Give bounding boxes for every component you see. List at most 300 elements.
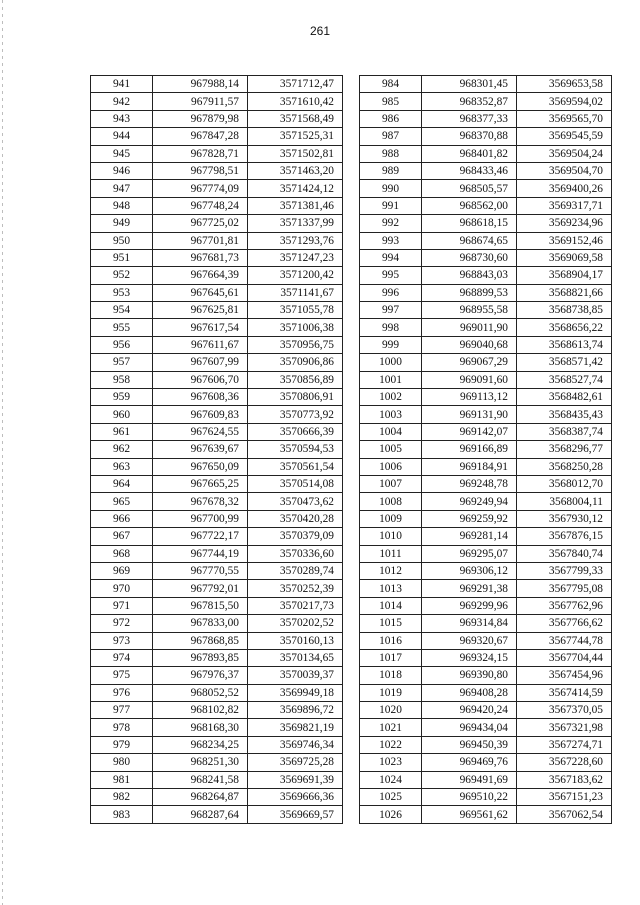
- y-coordinate-cell: 3569400,26: [517, 180, 612, 197]
- table-row: [91, 771, 343, 788]
- x-coordinate-cell: 968241,58: [153, 771, 248, 788]
- x-coordinate-cell: 967911,57: [153, 93, 248, 110]
- point-number-cell: 1010: [360, 528, 422, 545]
- point-number-cell: 994: [360, 249, 422, 266]
- x-coordinate-cell: 968370,88: [422, 128, 517, 145]
- y-coordinate-cell: 3570420,28: [248, 510, 343, 527]
- point-number-cell: 971: [91, 597, 153, 614]
- table-row: [360, 615, 612, 632]
- point-number-cell: 956: [91, 336, 153, 353]
- point-number-cell: 1024: [360, 771, 422, 788]
- table-row: [91, 580, 343, 597]
- y-coordinate-cell: 3570666,39: [248, 423, 343, 440]
- coordinates-table-left: [90, 75, 343, 824]
- x-coordinate-cell: 967625,81: [153, 302, 248, 319]
- table-row: [91, 110, 343, 127]
- point-number-cell: 1003: [360, 406, 422, 423]
- x-coordinate-cell: 968505,57: [422, 180, 517, 197]
- y-coordinate-cell: 3570289,74: [248, 562, 343, 579]
- x-coordinate-cell: 969561,62: [422, 806, 517, 823]
- point-number-cell: 998: [360, 319, 422, 336]
- x-coordinate-cell: 969131,90: [422, 406, 517, 423]
- point-number-cell: 983: [91, 806, 153, 823]
- point-number-cell: 996: [360, 284, 422, 301]
- point-number-cell: 953: [91, 284, 153, 301]
- x-coordinate-cell: 969491,69: [422, 771, 517, 788]
- x-coordinate-cell: 967665,25: [153, 475, 248, 492]
- y-coordinate-cell: 3569565,70: [517, 110, 612, 127]
- x-coordinate-cell: 969434,04: [422, 719, 517, 736]
- point-number-cell: 1016: [360, 632, 422, 649]
- table-row: [91, 215, 343, 232]
- y-coordinate-cell: 3571424,12: [248, 180, 343, 197]
- point-number-cell: 1004: [360, 423, 422, 440]
- x-coordinate-cell: 969390,80: [422, 667, 517, 684]
- point-number-cell: 992: [360, 215, 422, 232]
- x-coordinate-cell: 967678,32: [153, 493, 248, 510]
- table-row: [91, 789, 343, 806]
- point-number-cell: 961: [91, 423, 153, 440]
- y-coordinate-cell: 3569152,46: [517, 232, 612, 249]
- y-coordinate-cell: 3567454,96: [517, 667, 612, 684]
- table-row: [91, 354, 343, 371]
- point-number-cell: 1013: [360, 580, 422, 597]
- point-number-cell: 1012: [360, 562, 422, 579]
- point-number-cell: 1011: [360, 545, 422, 562]
- x-coordinate-cell: 968052,52: [153, 684, 248, 701]
- x-coordinate-cell: 968433,46: [422, 162, 517, 179]
- table-row: [91, 545, 343, 562]
- point-number-cell: 949: [91, 215, 153, 232]
- table-row: [360, 545, 612, 562]
- table-row: [91, 510, 343, 527]
- table-row: [91, 302, 343, 319]
- table-row: [360, 528, 612, 545]
- point-number-cell: 999: [360, 336, 422, 353]
- x-coordinate-cell: 968234,25: [153, 736, 248, 753]
- y-coordinate-cell: 3567840,74: [517, 545, 612, 562]
- y-coordinate-cell: 3569746,34: [248, 736, 343, 753]
- x-coordinate-cell: 969469,76: [422, 754, 517, 771]
- x-coordinate-cell: 967725,02: [153, 215, 248, 232]
- table-row: [91, 319, 343, 336]
- table-row: [360, 197, 612, 214]
- table-row: [360, 110, 612, 127]
- table-row: [360, 597, 612, 614]
- x-coordinate-cell: 967722,17: [153, 528, 248, 545]
- point-number-cell: 968: [91, 545, 153, 562]
- table-row: [360, 580, 612, 597]
- table-row: [360, 458, 612, 475]
- y-coordinate-cell: 3570160,13: [248, 632, 343, 649]
- point-number-cell: 1025: [360, 789, 422, 806]
- x-coordinate-cell: 969299,96: [422, 597, 517, 614]
- table-row: [360, 510, 612, 527]
- x-coordinate-cell: 969259,92: [422, 510, 517, 527]
- table-row: [360, 771, 612, 788]
- coordinates-table-right: [359, 75, 612, 824]
- point-number-cell: 976: [91, 684, 153, 701]
- y-coordinate-cell: 3569317,71: [517, 197, 612, 214]
- table-row: [360, 145, 612, 162]
- point-number-cell: 1008: [360, 493, 422, 510]
- point-number-cell: 974: [91, 649, 153, 666]
- y-coordinate-cell: 3569949,18: [248, 684, 343, 701]
- table-row: [360, 562, 612, 579]
- y-coordinate-cell: 3571055,78: [248, 302, 343, 319]
- point-number-cell: 997: [360, 302, 422, 319]
- table-row: [360, 789, 612, 806]
- x-coordinate-cell: 969281,14: [422, 528, 517, 545]
- table-row: [91, 719, 343, 736]
- x-coordinate-cell: 967650,09: [153, 458, 248, 475]
- point-number-cell: 951: [91, 249, 153, 266]
- y-coordinate-cell: 3569504,24: [517, 145, 612, 162]
- x-coordinate-cell: 967893,85: [153, 649, 248, 666]
- y-coordinate-cell: 3568527,74: [517, 371, 612, 388]
- x-coordinate-cell: 968251,30: [153, 754, 248, 771]
- point-number-cell: 954: [91, 302, 153, 319]
- x-coordinate-cell: 969420,24: [422, 702, 517, 719]
- table-row: [91, 284, 343, 301]
- table-row: [360, 806, 612, 823]
- table-row: [91, 649, 343, 666]
- point-number-cell: 959: [91, 389, 153, 406]
- scan-left-edge: [2, 0, 3, 905]
- y-coordinate-cell: 3570773,92: [248, 406, 343, 423]
- x-coordinate-cell: 967606,70: [153, 371, 248, 388]
- y-coordinate-cell: 3569069,58: [517, 249, 612, 266]
- y-coordinate-cell: 3567183,62: [517, 771, 612, 788]
- y-coordinate-cell: 3570217,73: [248, 597, 343, 614]
- point-number-cell: 1002: [360, 389, 422, 406]
- point-number-cell: 948: [91, 197, 153, 214]
- x-coordinate-cell: 967868,85: [153, 632, 248, 649]
- x-coordinate-cell: 968955,58: [422, 302, 517, 319]
- point-number-cell: 944: [91, 128, 153, 145]
- x-coordinate-cell: 968301,45: [422, 76, 517, 93]
- table-row: [91, 406, 343, 423]
- table-row: [91, 632, 343, 649]
- x-coordinate-cell: 967624,55: [153, 423, 248, 440]
- y-coordinate-cell: 3569594,02: [517, 93, 612, 110]
- x-coordinate-cell: 967770,55: [153, 562, 248, 579]
- table-row: [360, 284, 612, 301]
- table-row: [91, 76, 343, 93]
- table-row: [91, 562, 343, 579]
- point-number-cell: 1017: [360, 649, 422, 666]
- x-coordinate-cell: 967774,09: [153, 180, 248, 197]
- x-coordinate-cell: 968287,64: [153, 806, 248, 823]
- x-coordinate-cell: 967847,28: [153, 128, 248, 145]
- table-row: [91, 180, 343, 197]
- table-row: [91, 754, 343, 771]
- y-coordinate-cell: 3567795,08: [517, 580, 612, 597]
- x-coordinate-cell: 967607,99: [153, 354, 248, 371]
- x-coordinate-cell: 967681,73: [153, 249, 248, 266]
- point-number-cell: 967: [91, 528, 153, 545]
- table-row: [360, 319, 612, 336]
- y-coordinate-cell: 3570473,62: [248, 493, 343, 510]
- x-coordinate-cell: 967639,67: [153, 441, 248, 458]
- table-row: [91, 493, 343, 510]
- y-coordinate-cell: 3567414,59: [517, 684, 612, 701]
- y-coordinate-cell: 3570252,39: [248, 580, 343, 597]
- point-number-cell: 1015: [360, 615, 422, 632]
- table-row: [360, 719, 612, 736]
- x-coordinate-cell: 968102,82: [153, 702, 248, 719]
- table-row: [360, 632, 612, 649]
- table-row: [360, 493, 612, 510]
- y-coordinate-cell: 3571293,76: [248, 232, 343, 249]
- x-coordinate-cell: 969295,07: [422, 545, 517, 562]
- point-number-cell: 1026: [360, 806, 422, 823]
- point-number-cell: 1018: [360, 667, 422, 684]
- table-row: [91, 441, 343, 458]
- point-number-cell: 988: [360, 145, 422, 162]
- table-row: [91, 145, 343, 162]
- y-coordinate-cell: 3571247,23: [248, 249, 343, 266]
- x-coordinate-cell: 967645,61: [153, 284, 248, 301]
- x-coordinate-cell: 969249,94: [422, 493, 517, 510]
- table-row: [91, 197, 343, 214]
- y-coordinate-cell: 3567766,62: [517, 615, 612, 632]
- table-row: [360, 423, 612, 440]
- table-row: [360, 441, 612, 458]
- x-coordinate-cell: 967617,54: [153, 319, 248, 336]
- y-coordinate-cell: 3571712,47: [248, 76, 343, 93]
- y-coordinate-cell: 3570039,37: [248, 667, 343, 684]
- table-row: [91, 806, 343, 823]
- y-coordinate-cell: 3567876,15: [517, 528, 612, 545]
- y-coordinate-cell: 3567744,78: [517, 632, 612, 649]
- point-number-cell: 942: [91, 93, 153, 110]
- table-row: [360, 371, 612, 388]
- point-number-cell: 1021: [360, 719, 422, 736]
- x-coordinate-cell: 967700,99: [153, 510, 248, 527]
- x-coordinate-cell: 967609,83: [153, 406, 248, 423]
- table-row: [91, 736, 343, 753]
- point-number-cell: 964: [91, 475, 153, 492]
- table-row: [360, 702, 612, 719]
- x-coordinate-cell: 967701,81: [153, 232, 248, 249]
- table-row: [91, 232, 343, 249]
- y-coordinate-cell: 3568387,74: [517, 423, 612, 440]
- table-row: [360, 249, 612, 266]
- point-number-cell: 1006: [360, 458, 422, 475]
- x-coordinate-cell: 969040,68: [422, 336, 517, 353]
- y-coordinate-cell: 3571381,46: [248, 197, 343, 214]
- x-coordinate-cell: 969091,60: [422, 371, 517, 388]
- y-coordinate-cell: 3570561,54: [248, 458, 343, 475]
- y-coordinate-cell: 3567370,05: [517, 702, 612, 719]
- y-coordinate-cell: 3570336,60: [248, 545, 343, 562]
- point-number-cell: 981: [91, 771, 153, 788]
- table-row: [360, 93, 612, 110]
- page-number: 261: [309, 24, 331, 38]
- point-number-cell: 984: [360, 76, 422, 93]
- point-number-cell: 972: [91, 615, 153, 632]
- point-number-cell: 965: [91, 493, 153, 510]
- table-row: [91, 371, 343, 388]
- y-coordinate-cell: 3570594,53: [248, 441, 343, 458]
- y-coordinate-cell: 3568012,70: [517, 475, 612, 492]
- table-row: [91, 458, 343, 475]
- y-coordinate-cell: 3569504,70: [517, 162, 612, 179]
- x-coordinate-cell: 968899,53: [422, 284, 517, 301]
- y-coordinate-cell: 3570379,09: [248, 528, 343, 545]
- y-coordinate-cell: 3567274,71: [517, 736, 612, 753]
- x-coordinate-cell: 967988,14: [153, 76, 248, 93]
- table-row: [360, 336, 612, 353]
- point-number-cell: 979: [91, 736, 153, 753]
- y-coordinate-cell: 3568004,11: [517, 493, 612, 510]
- x-coordinate-cell: 969113,12: [422, 389, 517, 406]
- x-coordinate-cell: 967798,51: [153, 162, 248, 179]
- x-coordinate-cell: 969408,28: [422, 684, 517, 701]
- y-coordinate-cell: 3567762,96: [517, 597, 612, 614]
- table-row: [360, 389, 612, 406]
- table-row: [91, 684, 343, 701]
- x-coordinate-cell: 969067,29: [422, 354, 517, 371]
- point-number-cell: 970: [91, 580, 153, 597]
- table-row: [91, 128, 343, 145]
- table-row: [91, 528, 343, 545]
- y-coordinate-cell: 3571610,42: [248, 93, 343, 110]
- x-coordinate-cell: 969510,22: [422, 789, 517, 806]
- coordinates-table-right-body: [360, 76, 612, 824]
- table-row: [91, 162, 343, 179]
- table-row: [360, 354, 612, 371]
- coordinates-table-left-body: [91, 76, 343, 824]
- point-number-cell: 1001: [360, 371, 422, 388]
- y-coordinate-cell: 3571568,49: [248, 110, 343, 127]
- point-number-cell: 1022: [360, 736, 422, 753]
- x-coordinate-cell: 967744,19: [153, 545, 248, 562]
- x-coordinate-cell: 969306,12: [422, 562, 517, 579]
- y-coordinate-cell: 3569896,72: [248, 702, 343, 719]
- point-number-cell: 1000: [360, 354, 422, 371]
- point-number-cell: 995: [360, 267, 422, 284]
- point-number-cell: 987: [360, 128, 422, 145]
- table-row: [91, 267, 343, 284]
- point-number-cell: 946: [91, 162, 153, 179]
- y-coordinate-cell: 3569666,36: [248, 789, 343, 806]
- point-number-cell: 947: [91, 180, 153, 197]
- point-number-cell: 993: [360, 232, 422, 249]
- y-coordinate-cell: 3568613,74: [517, 336, 612, 353]
- x-coordinate-cell: 968730,60: [422, 249, 517, 266]
- x-coordinate-cell: 968264,87: [153, 789, 248, 806]
- point-number-cell: 943: [91, 110, 153, 127]
- point-number-cell: 1009: [360, 510, 422, 527]
- table-row: [360, 267, 612, 284]
- y-coordinate-cell: 3568482,61: [517, 389, 612, 406]
- y-coordinate-cell: 3571141,67: [248, 284, 343, 301]
- table-row: [91, 423, 343, 440]
- x-coordinate-cell: 969011,90: [422, 319, 517, 336]
- table-row: [91, 597, 343, 614]
- x-coordinate-cell: 969142,07: [422, 423, 517, 440]
- y-coordinate-cell: 3570134,65: [248, 649, 343, 666]
- x-coordinate-cell: 969320,67: [422, 632, 517, 649]
- x-coordinate-cell: 969314,84: [422, 615, 517, 632]
- x-coordinate-cell: 969291,38: [422, 580, 517, 597]
- x-coordinate-cell: 967748,24: [153, 197, 248, 214]
- point-number-cell: 960: [91, 406, 153, 423]
- y-coordinate-cell: 3569234,96: [517, 215, 612, 232]
- y-coordinate-cell: 3568296,77: [517, 441, 612, 458]
- y-coordinate-cell: 3571200,42: [248, 267, 343, 284]
- x-coordinate-cell: 969450,39: [422, 736, 517, 753]
- y-coordinate-cell: 3569821,19: [248, 719, 343, 736]
- point-number-cell: 978: [91, 719, 153, 736]
- y-coordinate-cell: 3568571,42: [517, 354, 612, 371]
- point-number-cell: 977: [91, 702, 153, 719]
- point-number-cell: 950: [91, 232, 153, 249]
- y-coordinate-cell: 3571463,20: [248, 162, 343, 179]
- y-coordinate-cell: 3567930,12: [517, 510, 612, 527]
- y-coordinate-cell: 3568738,85: [517, 302, 612, 319]
- x-coordinate-cell: 968401,82: [422, 145, 517, 162]
- y-coordinate-cell: 3569725,28: [248, 754, 343, 771]
- table-row: [360, 684, 612, 701]
- y-coordinate-cell: 3571525,31: [248, 128, 343, 145]
- table-row: [360, 180, 612, 197]
- y-coordinate-cell: 3570956,75: [248, 336, 343, 353]
- table-row: [360, 232, 612, 249]
- y-coordinate-cell: 3570906,86: [248, 354, 343, 371]
- point-number-cell: 980: [91, 754, 153, 771]
- y-coordinate-cell: 3568250,28: [517, 458, 612, 475]
- table-row: [91, 615, 343, 632]
- x-coordinate-cell: 967608,36: [153, 389, 248, 406]
- x-coordinate-cell: 969166,89: [422, 441, 517, 458]
- table-row: [360, 475, 612, 492]
- point-number-cell: 1019: [360, 684, 422, 701]
- y-coordinate-cell: 3568821,66: [517, 284, 612, 301]
- table-row: [360, 736, 612, 753]
- y-coordinate-cell: 3568904,17: [517, 267, 612, 284]
- point-number-cell: 991: [360, 197, 422, 214]
- x-coordinate-cell: 968168,30: [153, 719, 248, 736]
- point-number-cell: 963: [91, 458, 153, 475]
- point-number-cell: 952: [91, 267, 153, 284]
- point-number-cell: 966: [91, 510, 153, 527]
- y-coordinate-cell: 3571502,81: [248, 145, 343, 162]
- point-number-cell: 962: [91, 441, 153, 458]
- point-number-cell: 1005: [360, 441, 422, 458]
- x-coordinate-cell: 967611,67: [153, 336, 248, 353]
- point-number-cell: 1007: [360, 475, 422, 492]
- x-coordinate-cell: 968562,00: [422, 197, 517, 214]
- x-coordinate-cell: 968377,33: [422, 110, 517, 127]
- table-row: [360, 128, 612, 145]
- table-row: [360, 215, 612, 232]
- y-coordinate-cell: 3569653,58: [517, 76, 612, 93]
- y-coordinate-cell: 3567321,98: [517, 719, 612, 736]
- y-coordinate-cell: 3571337,99: [248, 215, 343, 232]
- y-coordinate-cell: 3568435,43: [517, 406, 612, 423]
- table-row: [91, 336, 343, 353]
- x-coordinate-cell: 967815,50: [153, 597, 248, 614]
- table-row: [360, 754, 612, 771]
- y-coordinate-cell: 3570806,91: [248, 389, 343, 406]
- table-row: [360, 667, 612, 684]
- point-number-cell: 955: [91, 319, 153, 336]
- table-row: [91, 389, 343, 406]
- y-coordinate-cell: 3571006,38: [248, 319, 343, 336]
